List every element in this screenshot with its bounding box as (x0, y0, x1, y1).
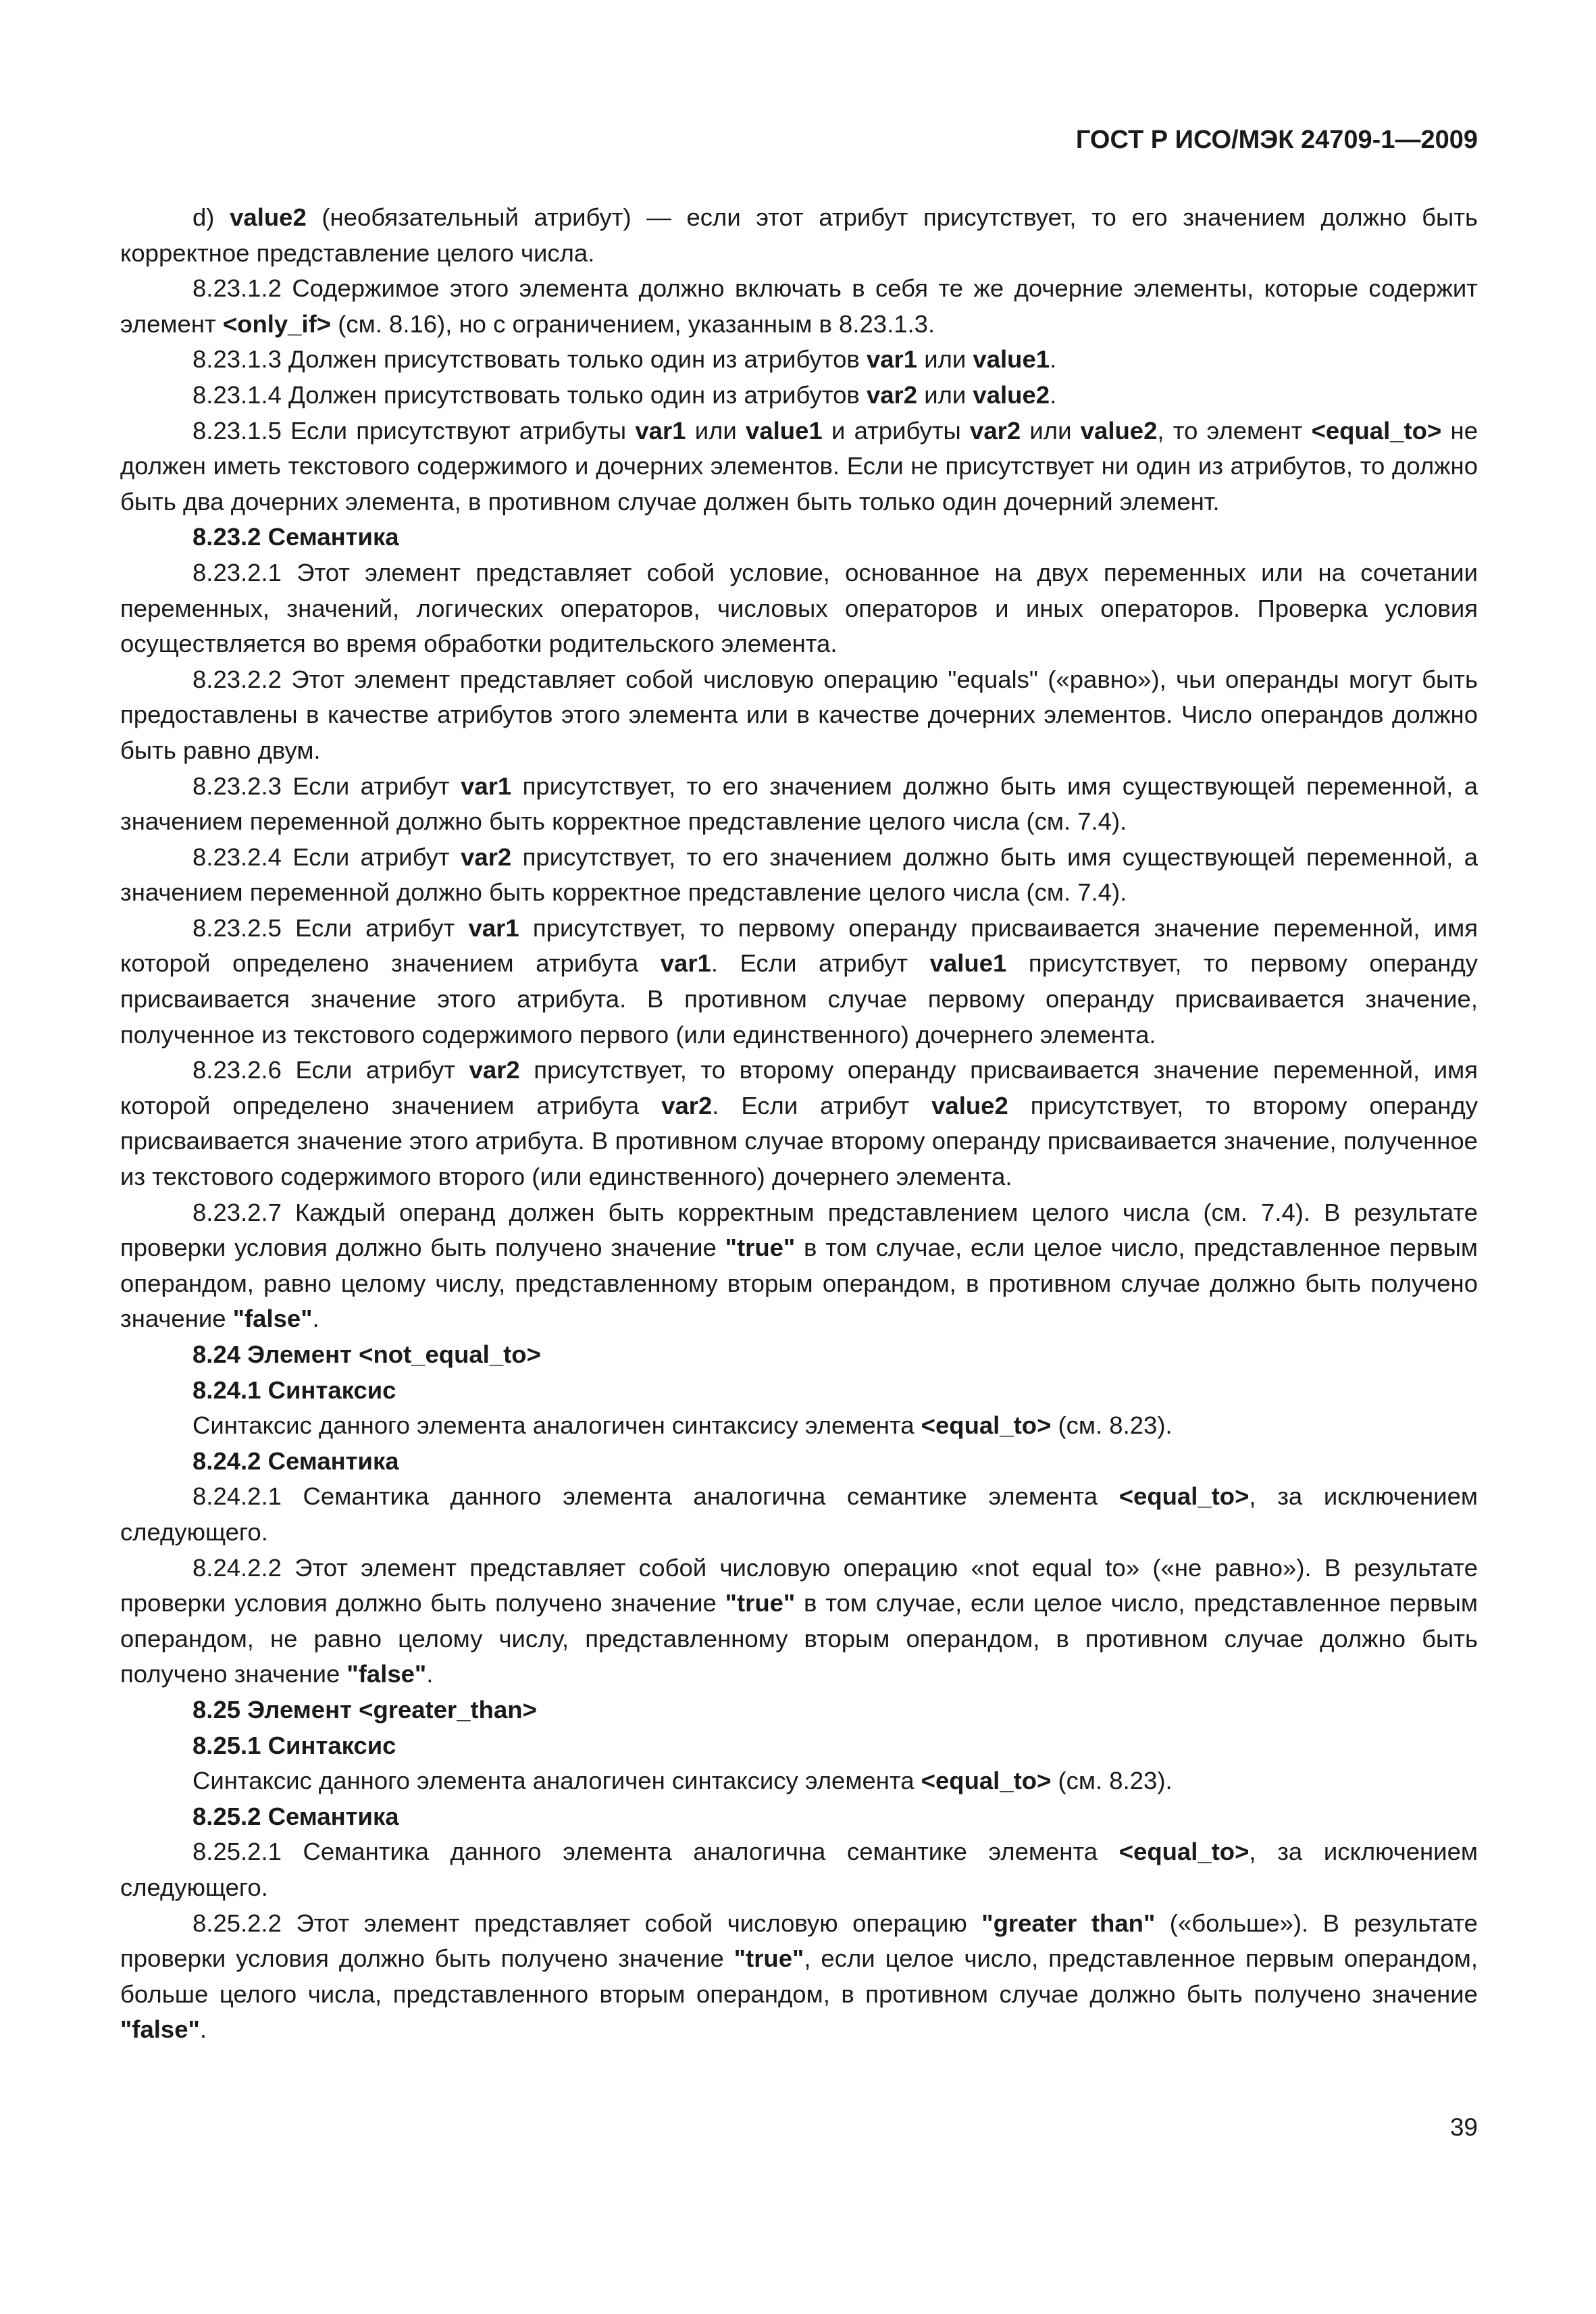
text-run: 8.24.2 Семантика (192, 1447, 399, 1475)
text-run: Синтаксис данного элемента аналогичен синтаксису элемента (192, 1411, 921, 1440)
bold-term: var2 (469, 1056, 520, 1084)
bold-term: "true" (725, 1589, 796, 1617)
text-run: не должен иметь текстового содержимого и дочерних элементов. Если не присутствует ни один из атрибутов, то должно быть два дочерних элемента, в противном случае должен быть только один дочерний элемент. (120, 416, 1478, 515)
text-run: (см. 8.16), но с ограничением, указанным в 8.23.1.3. (331, 309, 935, 338)
text-run: . (1050, 345, 1057, 374)
text-run: 8.25.2 Семантика (192, 1802, 399, 1830)
text-run: в том случае, если целое число, представленное первым операндом, равно целому числу, представленному вторым операндом, в противном случае должно быть получено значение (120, 1234, 1478, 1333)
bold-term: <equal_to> (921, 1767, 1052, 1795)
text-run: 8.24.1 Синтаксис (192, 1376, 396, 1404)
bold-term: <only_if> (222, 309, 332, 338)
text-run: 8.24 Элемент <not_equal_to> (192, 1340, 541, 1368)
bold-term: var1 (660, 949, 711, 978)
para-8-23-2-6 (120, 1053, 1478, 1194)
bold-term: var2 (866, 380, 918, 409)
bold-term: var1 (461, 772, 512, 800)
para-8-23-2-3 (120, 769, 1478, 840)
bold-term: <equal_to> (1118, 1838, 1250, 1866)
bold-term: <equal_to> (1118, 1482, 1250, 1511)
text-run: или (686, 416, 746, 445)
bold-term: value2 (973, 380, 1050, 409)
bold-term: value2 (931, 1091, 1008, 1120)
text-run: присутствует, то первому операнду присваивается значение этого атрибута. В противном случае первому операнду присваивается значение, полученное из текстового содержимого первого (или единственного) дочернего элемента. (120, 949, 1478, 1049)
text-run: 8.25.2.2 Этот элемент представляет собой числовую операцию (192, 1909, 982, 1937)
text-run: в том случае, если целое число, представленное первым операндом, не равно целому числу, представленному вторым операндом, в противном случае должно быть получено значение (120, 1589, 1478, 1688)
text-run: 8.23.2.5 Если атрибут (192, 913, 469, 942)
text-run: , если целое число, представленное первым операндом, больше целого числа, представленного вторым операндом, в противном случае должно быть получено значение (120, 1944, 1478, 2008)
para-8-23-2-2 (120, 662, 1478, 769)
bold-term: "true" (733, 1944, 804, 1973)
para-8-25-1 (120, 1763, 1478, 1799)
text-run: , за исключением следующего. (120, 1482, 1478, 1546)
para-8-23-1-3 (120, 342, 1478, 378)
heading-8-24-1 (120, 1373, 1478, 1409)
bold-term: var1 (635, 416, 686, 445)
text-run: и атрибуты (822, 416, 971, 445)
text-run: («больше»). В результате проверки условия должно быть получено значение (120, 1909, 1478, 1973)
text-run: , за исключением следующего. (120, 1838, 1478, 1901)
text-run: . (1050, 380, 1057, 409)
bold-term: var1 (866, 345, 918, 374)
heading-8-25-2 (120, 1799, 1478, 1835)
bold-term: <equal_to> (1311, 416, 1442, 445)
text-run: 8.25.2.1 Семантика данного элемента аналогична семантике элемента (192, 1838, 1119, 1866)
para-8-23-2-4 (120, 840, 1478, 911)
bold-term: value2 (230, 203, 307, 231)
page-number: 39 (1449, 2113, 1478, 2141)
para-8-24-2-1 (120, 1479, 1478, 1550)
text-run: (необязательный атрибут) — если этот атрибут присутствует, то его значением должно быть корректное представление целого числа. (120, 203, 1478, 267)
para-8-23-2-5 (120, 911, 1478, 1053)
bold-term: var2 (661, 1091, 713, 1120)
para-8-24-2-2 (120, 1551, 1478, 1692)
text-run: 8.23.1.4 Должен присутствовать только один из атрибутов (192, 380, 867, 409)
bold-term: "false" (346, 1660, 427, 1688)
heading-8-25-1 (120, 1728, 1478, 1764)
text-run: 8.23.2.3 Если атрибут (192, 772, 461, 800)
para-8-23-1-4 (120, 378, 1478, 413)
text-run: . (199, 2015, 207, 2044)
heading-8-25 (120, 1692, 1478, 1728)
text-run: (см. 8.23). (1051, 1411, 1173, 1440)
bold-term: var2 (970, 416, 1021, 445)
text-run: . (312, 1305, 319, 1333)
text-run: 8.23.1.5 Если присутствуют атрибуты (192, 416, 636, 445)
para-8-24-1 (120, 1408, 1478, 1444)
bold-term: value1 (746, 416, 823, 445)
text-run: d) (192, 203, 230, 231)
para-8-23-1-2 (120, 271, 1478, 342)
text-run: 8.23.2.7 Каждый операнд должен быть корректным представлением целого числа (см. 7.4). В результате проверки условия должно быть получено значение (120, 1198, 1478, 1262)
text-run: . Если атрибут (711, 949, 930, 978)
text-run: или (917, 345, 973, 374)
text-run: или (917, 380, 973, 409)
text-run: Синтаксис данного элемента аналогичен синтаксису элемента (192, 1767, 921, 1795)
text-run: 8.23.1.3 Должен присутствовать только один из атрибутов (192, 345, 867, 374)
para-8-23-2-1 (120, 555, 1478, 662)
heading-8-23-2 (120, 520, 1478, 555)
text-run: 8.24.2.1 Семантика данного элемента аналогична семантике элемента (192, 1482, 1119, 1511)
text-run: присутствует, то второму операнду присваивается значение переменной, имя которой определено значением атрибута (120, 1056, 1478, 1120)
bold-term: value1 (929, 949, 1007, 978)
para-d-value2 (120, 200, 1478, 271)
para-8-23-1-5 (120, 413, 1478, 520)
text-run: присутствует, то первому операнду присваивается значение переменной, имя которой определено значением атрибута (120, 913, 1478, 978)
bold-term: "false" (120, 2015, 200, 2044)
text-run: 8.23.2.4 Если атрибут (192, 842, 461, 871)
bold-term: value1 (973, 345, 1050, 374)
text-run: 8.23.2 Семантика (192, 523, 399, 551)
text-run: присутствует, то его значением должно быть имя существующей переменной, а значением переменной должно быть корректное представление целого числа (см. 7.4). (120, 842, 1478, 907)
text-run: 8.23.1.2 Содержимое этого элемента должно включать в себя те же дочерние элементы, которые содержит элемент (120, 274, 1478, 338)
text-run: 8.25.1 Синтаксис (192, 1731, 396, 1759)
text-run: , то элемент (1157, 416, 1312, 445)
text-run: (см. 8.23). (1051, 1767, 1173, 1795)
text-run: присутствует, то второму операнду присваивается значение этого атрибута. В противном случае второму операнду присваивается значение, полученное из текстового содержимого второго (или единственного) дочернего элемента. (120, 1091, 1478, 1191)
text-run: 8.23.2.6 Если атрибут (192, 1056, 469, 1084)
bold-term: <equal_to> (921, 1411, 1052, 1440)
bold-term: "false" (232, 1305, 313, 1333)
bold-term: "greater than" (981, 1909, 1156, 1937)
text-run: . (426, 1660, 434, 1688)
para-8-25-2-1 (120, 1834, 1478, 1905)
text-run: 8.23.2.2 Этот элемент представляет собой числовую операцию "equals" («равно»), чьи операнды могут быть предоставлены в качестве атрибутов этого элемента или в качестве дочерних элементов. Число операндов должно быть равно двум. (120, 665, 1478, 764)
page-body (120, 200, 1478, 2048)
text-run: присутствует, то его значением должно быть имя существующей переменной, а значением переменной должно быть корректное представление целого числа (см. 7.4). (120, 772, 1478, 836)
heading-8-24 (120, 1337, 1478, 1373)
para-8-23-2-7 (120, 1195, 1478, 1337)
document-header: ГОСТ Р ИСО/МЭК 24709-1—2009 (1075, 126, 1478, 154)
bold-term: var2 (461, 842, 512, 871)
bold-term: value2 (1080, 416, 1158, 445)
bold-term: var1 (468, 913, 519, 942)
text-run: 8.25 Элемент <greater_than> (192, 1695, 537, 1724)
para-8-25-2-2 (120, 1906, 1478, 2048)
text-run: . Если атрибут (712, 1091, 932, 1120)
text-run: или (1021, 416, 1081, 445)
text-run: 8.23.2.1 Этот элемент представляет собой условие, основанное на двух переменных или на сочетании переменных, значений, логических операторов, числовых операторов и иных операторов. Проверка условия осуществляется во время обработки родительского элемента. (120, 558, 1478, 658)
heading-8-24-2 (120, 1444, 1478, 1480)
bold-term: "true" (725, 1234, 796, 1262)
text-run: 8.24.2.2 Этот элемент представляет собой числовую операцию «not equal to» («не равно»). В результате проверки условия должно быть получено значение (120, 1553, 1478, 1617)
